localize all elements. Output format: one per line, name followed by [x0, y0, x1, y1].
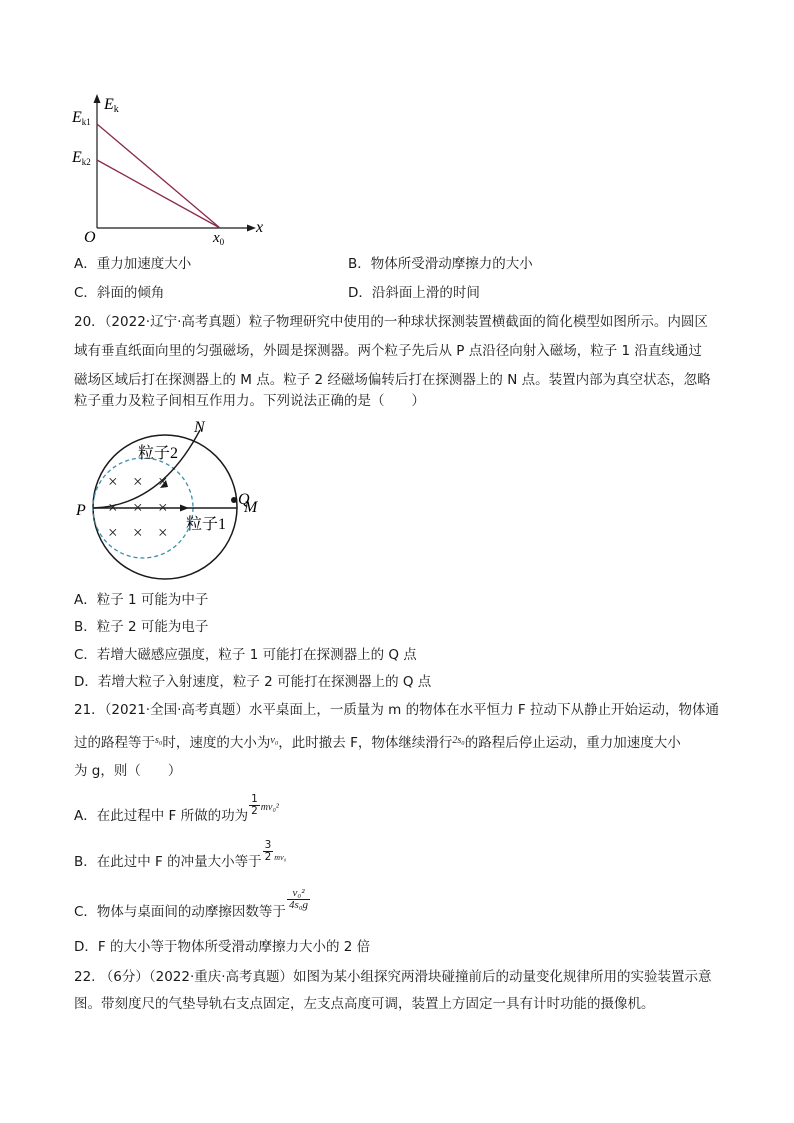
q20-stem-line2: 域有垂直纸面向里的匀强磁场，外圆是探测器。两个粒子先后从 P 点沿径向射入磁场，粒子 1 沿直线通过	[74, 343, 702, 359]
q20-option-d[interactable]: D．若增大粒子入射速度，粒子 2 可能打在探测器上的 Q 点	[74, 674, 432, 690]
q21-stem-line1: 21．（2021·全国·高考真题）水平桌面上，一质量为 m 的物体在水平恒力 F 拉动下从静止开始运动，物体通	[74, 702, 719, 718]
field-cross: ×	[133, 498, 143, 517]
field-cross: ×	[108, 498, 118, 517]
q21-v0: v₀	[270, 735, 279, 746]
fraction	[287, 888, 310, 911]
field-cross: ×	[108, 472, 118, 491]
q22-stem-line1: 22. （6分）（2022·重庆·高考真题）如图为某小组探究两滑块碰撞前后的动量变化规律所用的实验装置示意	[74, 969, 712, 985]
ek2-line	[97, 160, 220, 228]
q22-stem-line2: 图。带刻度尺的气垫导轨右支点固定，左支点高度可调，装置上方固定一具有计时功能的摄像机。	[74, 996, 655, 1012]
q21-line2-d: 的路程后停止运动，重力加速度大小	[464, 735, 681, 751]
label-n: N	[194, 419, 205, 436]
x-axis-arrow	[247, 225, 256, 232]
field-cross: ×	[108, 523, 118, 542]
detector-figure	[70, 418, 280, 588]
fraction-denominator: 4s₀g	[288, 899, 309, 911]
q19-option-a[interactable]: A．重力加速度大小	[74, 256, 192, 272]
fraction-denominator: 2	[251, 805, 258, 817]
label-p: P	[76, 502, 86, 519]
field-cross: ×	[158, 523, 168, 542]
fraction	[249, 794, 260, 817]
field-crosses	[108, 472, 168, 542]
fraction-numerator: 1	[251, 793, 258, 805]
q20-stem-line1: 20．（2022·辽宁·高考真题）粒子物理研究中使用的一种球状探测装置横截面的简化模型如图所示。内圆区	[74, 314, 708, 330]
q21-option-b[interactable]	[74, 840, 286, 874]
q21-option-c[interactable]	[74, 888, 311, 924]
particle1-arrow	[180, 505, 189, 512]
q19-option-d[interactable]: D．沿斜面上滑的时间	[348, 285, 480, 301]
x0-label: $x_0$	[213, 230, 225, 247]
q21-option-d[interactable]: D．F 的大小等于物体所受滑动摩擦力大小的 2 倍	[74, 939, 371, 955]
q20-stem-line3: 磁场区域后打在探测器上的 M 点。粒子 2 经磁场偏转后打在探测器上的 N 点。装置内部为真空状态，忽略	[74, 372, 711, 388]
q21-line2-c: ，此时撤去 F，物体继续滑行	[278, 735, 453, 751]
fraction-numerator: 3	[264, 839, 272, 851]
label-q: Q	[238, 491, 250, 508]
q20-option-c[interactable]: C．若增大磁感应强度，粒子 1 可能打在探测器上的 Q 点	[74, 647, 417, 663]
q21-stem-line2	[74, 731, 681, 753]
field-cross: ×	[158, 472, 168, 491]
q21-2s0: 2s₀	[452, 735, 465, 746]
fraction-denominator: 2	[264, 851, 272, 863]
label-m: M	[244, 499, 258, 516]
q19-option-b[interactable]: B．物体所受滑动摩擦力的大小	[348, 256, 533, 272]
fraction	[263, 840, 274, 863]
fraction-numerator: v₀²	[287, 888, 310, 900]
q20-option-b[interactable]: B．粒子 2 可能为电子	[74, 619, 209, 635]
label-particle2: 粒子2	[138, 445, 179, 462]
ek-x-graph	[68, 90, 278, 250]
ek1-line	[97, 124, 220, 228]
label-particle1: 粒子1	[186, 516, 227, 533]
q20-stem-line4: 粒子重力及粒子间相互作用力。下列说法正确的是（ ）	[74, 393, 425, 409]
q20-option-a[interactable]: A．粒子 1 可能为中子	[74, 592, 209, 608]
q21-stem-line3: 为 g，则（ ）	[74, 763, 182, 779]
q19-option-c[interactable]: C．斜面的倾角	[74, 285, 165, 301]
q21-line2-b: 时，速度的大小为	[162, 735, 271, 751]
field-cross: ×	[158, 498, 168, 517]
field-cross: ×	[133, 472, 143, 491]
x-axis-label: x	[256, 219, 264, 236]
particle2-path	[93, 430, 200, 508]
q21-option-b-text: B．在此过中 F 的冲量大小等于	[74, 854, 262, 870]
q21-option-c-text: C．物体与桌面间的动摩擦因数等于	[74, 904, 286, 920]
ek1-label: Ek1	[72, 109, 91, 127]
y-axis-label: Ek	[104, 96, 119, 115]
origin-label: O	[84, 229, 96, 246]
ek2-label: Ek2	[72, 149, 91, 167]
q21-s0: s₀	[155, 735, 163, 746]
q21-option-a-text: A．在此过程中 F 所做的功为	[74, 808, 249, 824]
q21-option-a-expr: mv₀²	[260, 802, 279, 813]
point-q	[231, 497, 237, 503]
q21-option-a[interactable]	[74, 794, 279, 828]
field-cross: ×	[133, 523, 143, 542]
y-axis-arrow	[94, 94, 101, 103]
q21-option-b-expr: mv₀	[274, 853, 287, 862]
q21-line2-a: 过的路程等于	[74, 735, 155, 751]
